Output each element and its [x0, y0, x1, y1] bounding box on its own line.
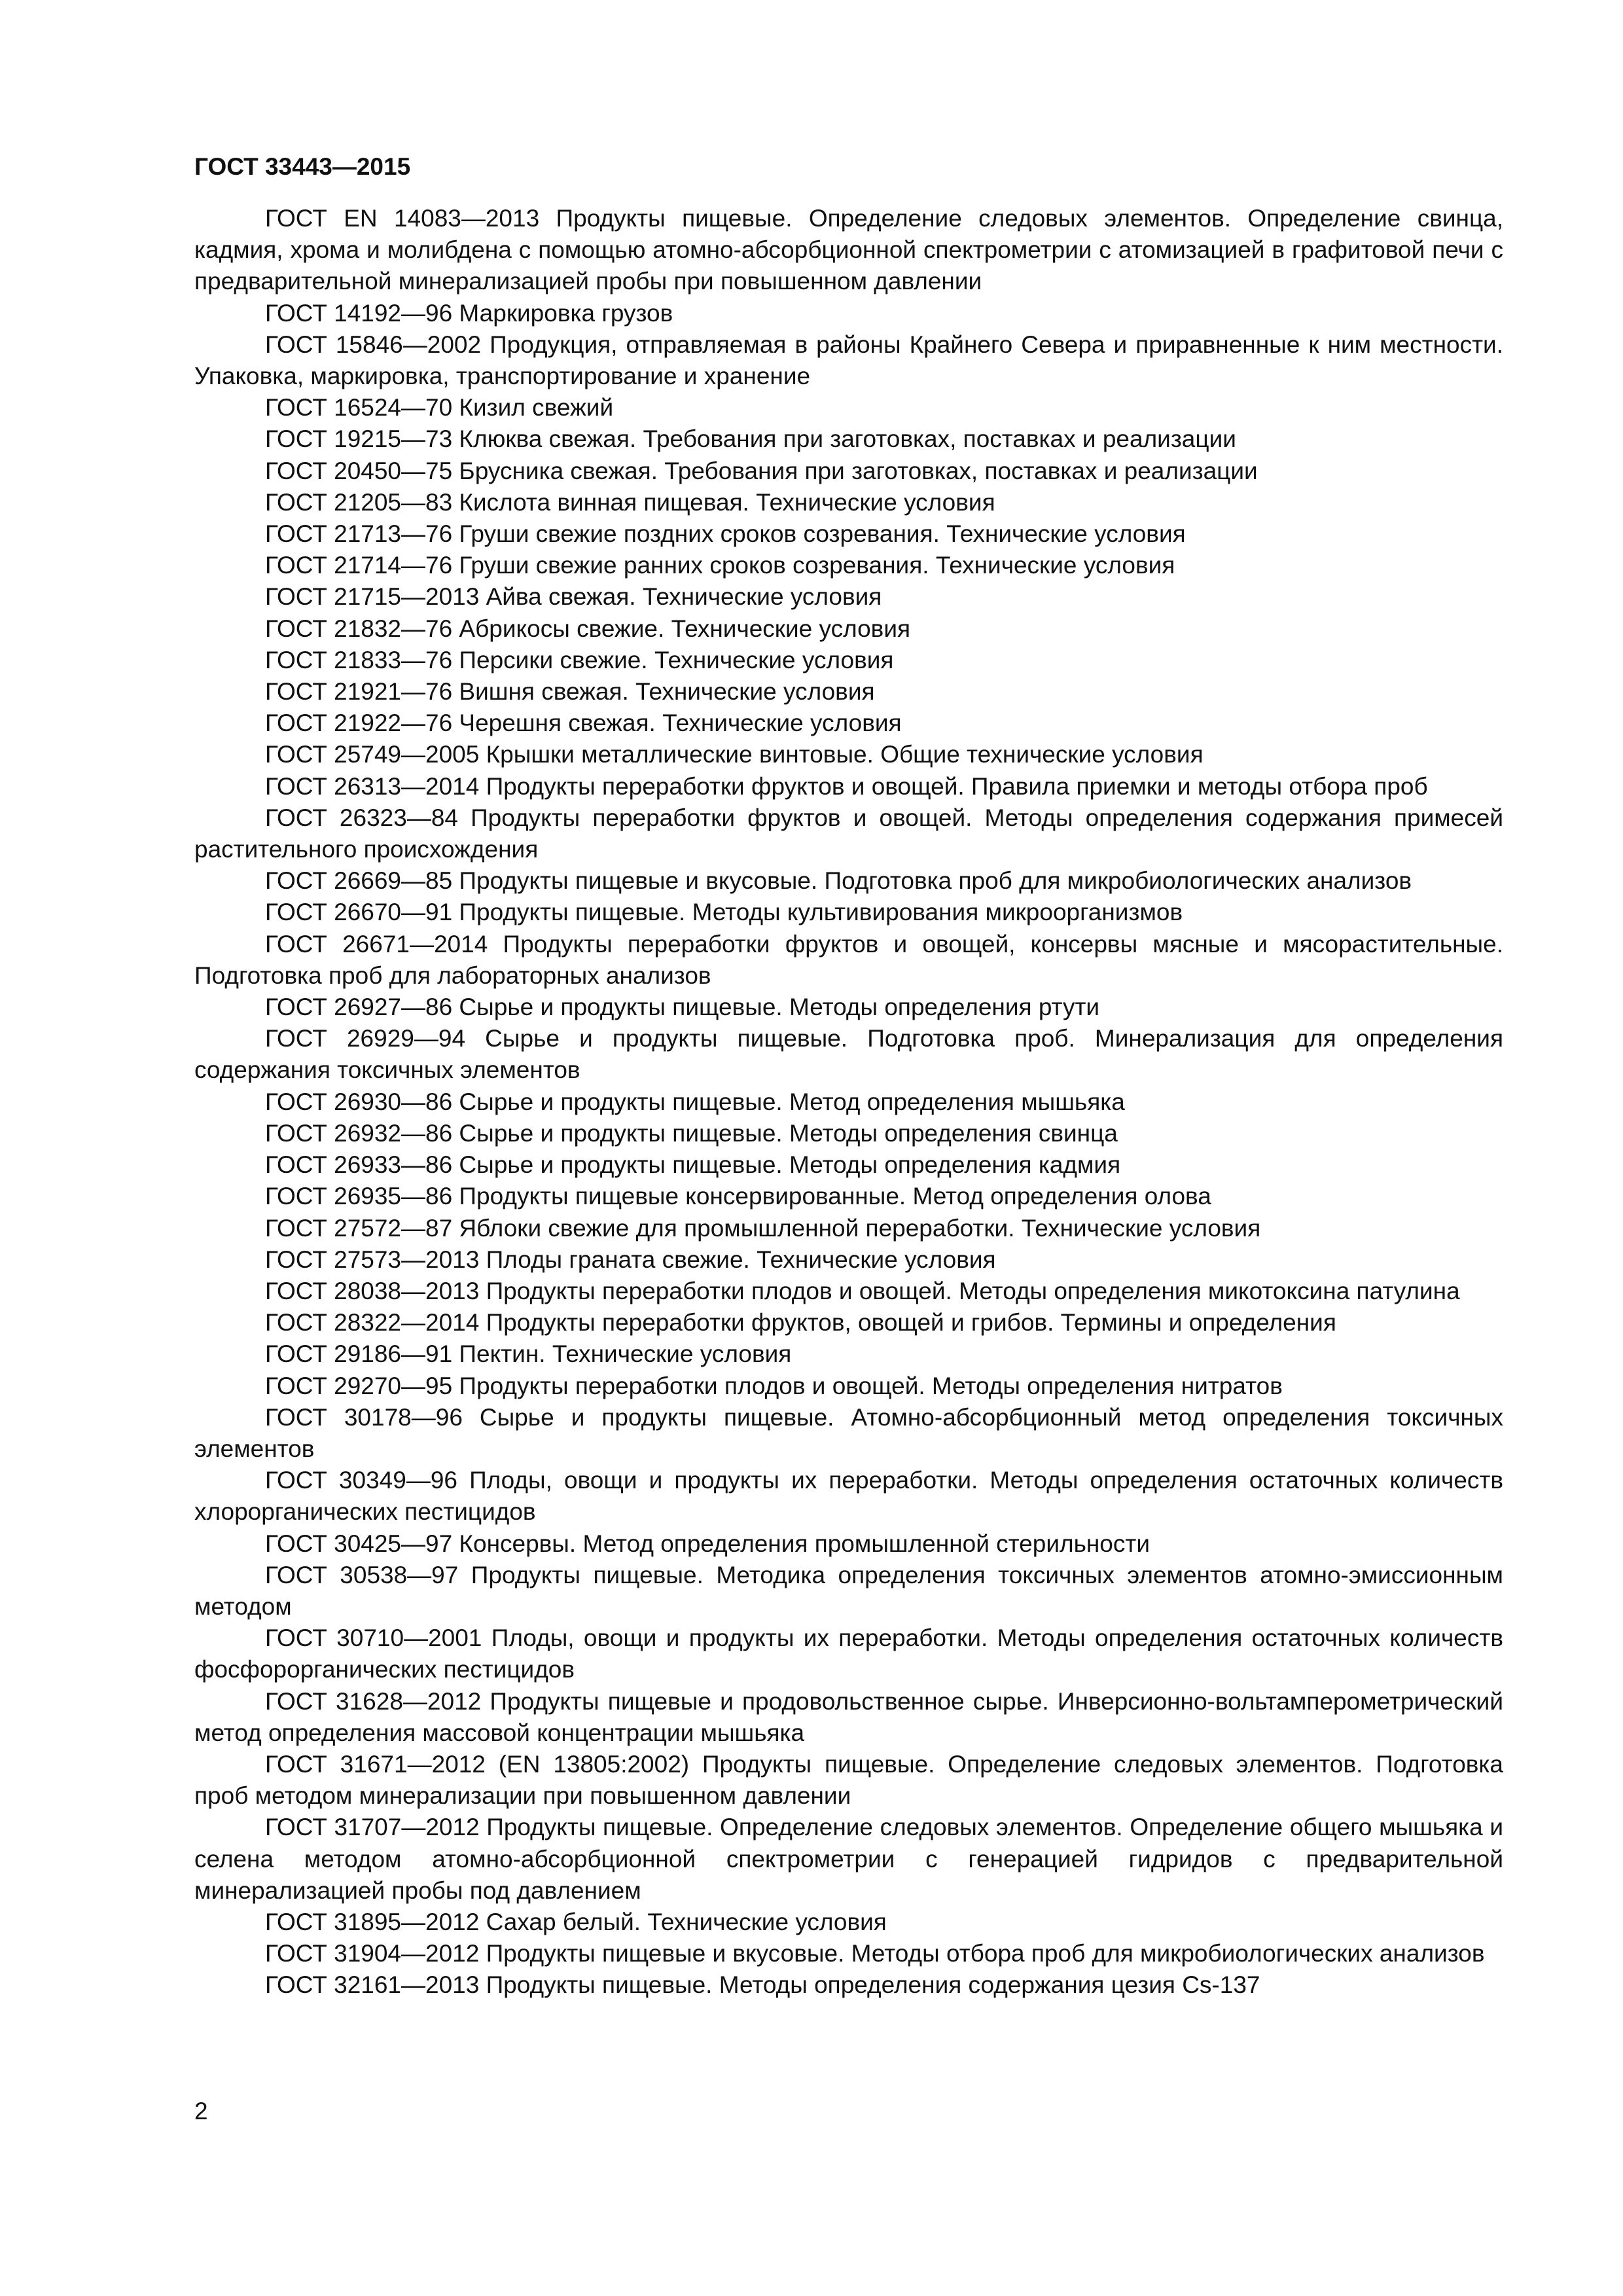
reference-item: ГОСТ 28038—2013 Продукты переработки плодов и овощей. Методы определения микотоксина патулина [265, 1277, 1460, 1304]
reference-item: ГОСТ 20450—75 Брусника свежая. Требования при заготовках, поставках и реализации [265, 457, 1258, 484]
reference-item: ГОСТ 31671—2012 (EN 13805:2002) Продукты пищевые. Определение следовых элементов. Подготовка проб методом минерализации при повышенном давлении [194, 1750, 1503, 1810]
document-header: ГОСТ 33443—2015 [194, 153, 411, 180]
reference-item: ГОСТ 21715—2013 Айва свежая. Технические условия [265, 583, 882, 611]
reference-item: ГОСТ 16524—70 Кизил свежий [265, 394, 614, 422]
reference-item: ГОСТ 30710—2001 Плоды, овощи и продукты их переработки. Методы определения остаточных количеств фосфорорганических пестицидов [194, 1624, 1503, 1683]
reference-item: ГОСТ 26933—86 Сырье и продукты пищевые. Методы определения кадмия [265, 1151, 1121, 1179]
reference-item: ГОСТ 32161—2013 Продукты пищевые. Методы определения содержания цезия Cs-137 [265, 1971, 1260, 1999]
reference-item: ГОСТ 21833—76 Персики свежие. Технические условия [265, 646, 894, 673]
page-number: 2 [194, 2098, 208, 2125]
reference-item: ГОСТ 30349—96 Плоды, овощи и продукты их переработки. Методы определения остаточных количеств хлорорганических пестицидов [194, 1467, 1503, 1526]
reference-item: ГОСТ 19215—73 Клюква свежая. Требования при заготовках, поставках и реализации [265, 425, 1236, 453]
reference-item: ГОСТ 26671—2014 Продукты переработки фруктов и овощей, консервы мясные и мясорастительные. Подготовка проб для лабораторных анализов [194, 930, 1503, 989]
reference-item: ГОСТ 28322—2014 Продукты переработки фруктов, овощей и грибов. Термины и определения [265, 1309, 1336, 1336]
normative-references-list [194, 203, 1503, 2001]
reference-item: ГОСТ 21921—76 Вишня свежая. Технические условия [265, 678, 875, 706]
reference-item: ГОСТ 26323—84 Продукты переработки фруктов и овощей. Методы определения содержания примесей растительного происхождения [194, 804, 1503, 863]
reference-item: ГОСТ 25749—2005 Крышки металлические винтовые. Общие технические условия [265, 741, 1204, 768]
reference-item: ГОСТ 31904—2012 Продукты пищевые и вкусовые. Методы отбора проб для микробиологических анализов [265, 1940, 1485, 1967]
reference-item: ГОСТ 31707—2012 Продукты пищевые. Определение следовых элементов. Определение общего мышьяка и селена методом атомно-абсорбционной спектрометрии с генерацией гидридов с предварительной минерализацией пробы под давлением [194, 1814, 1503, 1904]
reference-item: ГОСТ 26313—2014 Продукты переработки фруктов и овощей. Правила приемки и методы отбора проб [265, 772, 1428, 800]
reference-item: ГОСТ 21922—76 Черешня свежая. Технические условия [265, 709, 902, 737]
reference-item: ГОСТ 15846—2002 Продукция, отправляемая в районы Крайнего Севера и приравненные к ним местности. Упаковка, маркировка, транспортирование и хранение [194, 331, 1503, 390]
reference-item: ГОСТ 27572—87 Яблоки свежие для промышленной переработки. Технические условия [265, 1214, 1261, 1242]
reference-item: ГОСТ 26927—86 Сырье и продукты пищевые. Методы определения ртути [265, 994, 1100, 1021]
reference-item: ГОСТ 26935—86 Продукты пищевые консервированные. Метод определения олова [265, 1183, 1211, 1210]
reference-item: ГОСТ 26669—85 Продукты пищевые и вкусовые. Подготовка проб для микробиологических анализов [265, 867, 1412, 895]
reference-item: ГОСТ 31895—2012 Сахар белый. Технические условия [265, 1908, 887, 1935]
reference-item: ГОСТ 14192—96 Маркировка грузов [265, 299, 673, 327]
reference-item: ГОСТ 21714—76 Груши свежие ранних сроков созревания. Технические условия [265, 552, 1175, 579]
reference-item: ГОСТ 26929—94 Сырье и продукты пищевые. Подготовка проб. Минерализация для определения содержания токсичных элементов [194, 1025, 1503, 1084]
reference-item: ГОСТ 30178—96 Сырье и продукты пищевые. Атомно-абсорбционный метод определения токсичных элементов [194, 1403, 1503, 1462]
reference-item: ГОСТ 26930—86 Сырье и продукты пищевые. Метод определения мышьяка [265, 1088, 1125, 1115]
reference-item: ГОСТ 26670—91 Продукты пищевые. Методы культивирования микроорганизмов [265, 899, 1183, 926]
reference-item: ГОСТ 26932—86 Сырье и продукты пищевые. Методы определения свинца [265, 1119, 1118, 1147]
reference-item: ГОСТ 21205—83 Кислота винная пищевая. Технические условия [265, 488, 995, 516]
reference-item: ГОСТ 27573—2013 Плоды граната свежие. Технические условия [265, 1246, 996, 1273]
reference-item: ГОСТ 21832—76 Абрикосы свежие. Технические условия [265, 615, 911, 642]
reference-item: ГОСТ 30538—97 Продукты пищевые. Методика определения токсичных элементов атомно-эмиссионным методом [194, 1561, 1503, 1620]
reference-item: ГОСТ 29270—95 Продукты переработки плодов и овощей. Методы определения нитратов [265, 1372, 1283, 1399]
reference-item: ГОСТ 29186—91 Пектин. Технические условия [265, 1340, 792, 1368]
reference-item: ГОСТ EN 14083—2013 Продукты пищевые. Определение следовых элементов. Определение свинца, кадмия, хрома и молибдена с помощью атомно-абсорбционной спектрометрии с атомизацией в графитовой печи с предварительной минерализацией пробы при повышенном давлении [194, 205, 1503, 295]
reference-item: ГОСТ 30425—97 Консервы. Метод определения промышленной стерильности [265, 1530, 1150, 1557]
reference-item: ГОСТ 21713—76 Груши свежие поздних сроков созревания. Технические условия [265, 520, 1186, 548]
reference-item: ГОСТ 31628—2012 Продукты пищевые и продовольственное сырье. Инверсионно-вольтамперометрический метод определения массовой концентрации мышьяка [194, 1687, 1503, 1746]
